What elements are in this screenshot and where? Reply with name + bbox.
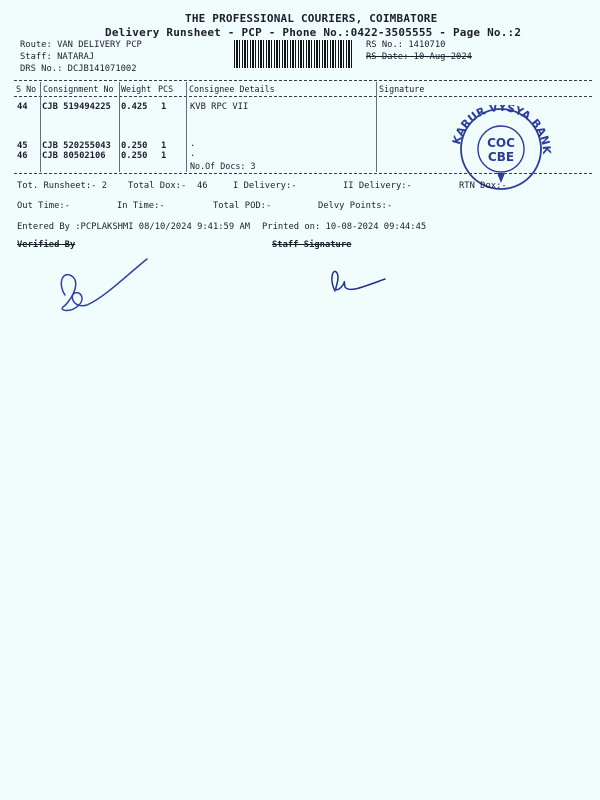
ii-delivery: II Delivery:-	[343, 181, 412, 191]
no-of-docs: No.Of Docs: 3	[190, 161, 256, 171]
table-top-rule	[14, 80, 592, 81]
row-weight: 0.425	[121, 102, 148, 112]
printed-on: Printed on: 10-08-2024 09:44:45	[262, 222, 427, 232]
row-consignment: CJB 520255043	[42, 141, 111, 151]
runsheet-title: Delivery Runsheet - PCP - Phone No.:0422-3505555 - Page No.:2	[105, 26, 522, 39]
rs-number: RS No.: 1410710	[366, 40, 446, 50]
col-header-consignment: Consignment No	[43, 84, 114, 94]
staff-label: Staff: NATARAJ	[20, 52, 95, 62]
col-header-pcs: PCS	[158, 84, 174, 94]
row-consignee: .	[190, 149, 196, 159]
stamp-line2: CBE	[488, 150, 515, 164]
barcode	[234, 40, 354, 68]
row-pcs: 1	[161, 102, 167, 112]
row-weight: 0.250	[121, 141, 148, 151]
row-sno: 46	[17, 151, 28, 161]
col-header-weight: Weight	[121, 84, 152, 94]
total-dox-label: Total Dox:-	[128, 181, 187, 191]
row-consignment: CJB 519494225	[42, 102, 111, 112]
col-divider	[186, 82, 187, 172]
col-divider	[376, 82, 377, 172]
total-pod: Total POD:-	[213, 201, 272, 211]
staff-signature	[304, 244, 374, 278]
row-sno: 44	[17, 102, 28, 112]
col-divider	[40, 82, 41, 172]
entered-by: Entered By :PCPLAKSHMI 08/10/2024 9:41:59 AM	[17, 222, 251, 232]
col-header-sno: S No	[16, 84, 37, 94]
col-divider	[119, 82, 120, 172]
col-header-signature: Signature	[379, 84, 425, 94]
stamp-bank-name: KARUR VYSYA BANK	[450, 105, 554, 155]
drs-number: DRS No.: DCJB141071002	[20, 64, 137, 74]
totals-top-rule	[14, 173, 592, 174]
tot-runsheet: Tot. Runsheet:- 2	[17, 181, 108, 191]
row-sno: 45	[17, 141, 28, 151]
row-pcs: 1	[161, 151, 167, 161]
row-consignee: KVB RPC VII	[190, 102, 249, 112]
out-time: Out Time:-	[17, 201, 70, 211]
i-delivery: I Delivery:-	[233, 181, 297, 191]
verified-by-label: Verified By	[17, 240, 76, 250]
stamp-line1: COC	[487, 136, 516, 150]
row-consignee: .	[190, 139, 196, 149]
staff-signature-label: Staff Signature	[272, 240, 352, 250]
route-label: Route: VAN DELIVERY PCP	[20, 40, 142, 50]
row-weight: 0.250	[121, 151, 148, 161]
row-consignment: CJB 80502106	[42, 151, 106, 161]
verifier-signature	[36, 236, 136, 298]
bank-stamp	[426, 86, 554, 172]
company-title: THE PROFESSIONAL COURIERS, COIMBATORE	[185, 12, 438, 25]
rs-date: RS Date: 10-Aug-2024	[366, 52, 472, 62]
rtn-dox: RTN Dox:-	[459, 181, 507, 191]
delvy-points: Delvy Points:-	[318, 201, 393, 211]
in-time: In Time:-	[117, 201, 165, 211]
col-header-consignee: Consignee Details	[189, 84, 275, 94]
total-dox-value: 46	[197, 181, 208, 191]
row-pcs: 1	[161, 141, 167, 151]
